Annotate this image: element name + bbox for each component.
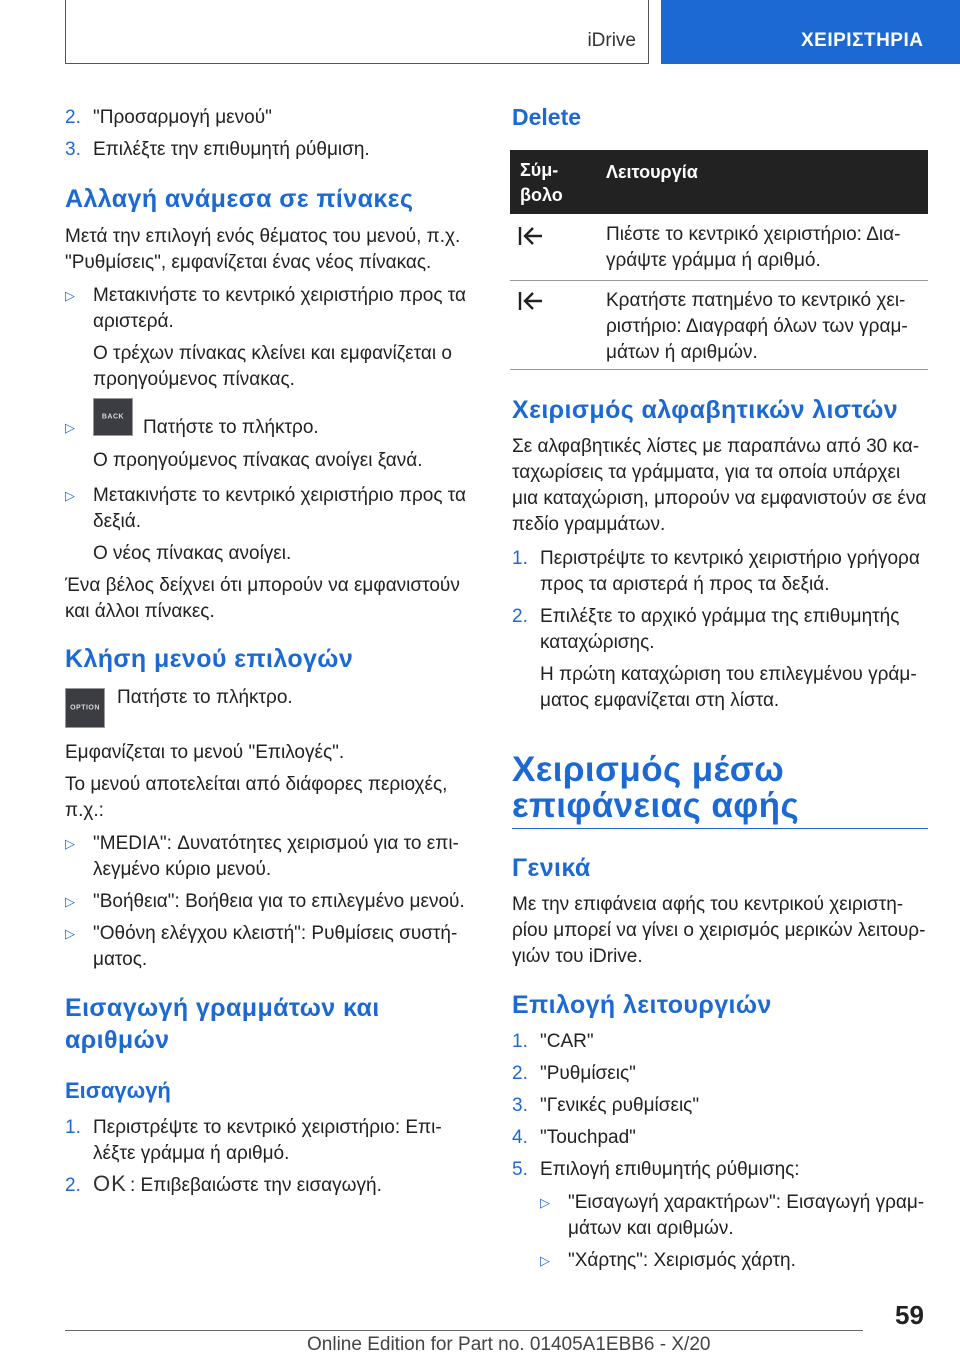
step-number: 4.	[512, 1127, 528, 1148]
bullet-icon: ▷	[65, 420, 75, 435]
general-heading: Γενικά	[512, 854, 591, 882]
back-button-icon	[93, 398, 133, 436]
input-heading-1: Εισαγωγή γραμμάτων και	[65, 994, 380, 1022]
touch-heading-1: Χειρισμός μέσω	[512, 750, 785, 789]
step-text: "Γενικές ρυθμίσεις"	[540, 1095, 700, 1116]
step-text: "Προσαρμογή μενού"	[93, 107, 272, 128]
step-text: καταχώρισης.	[540, 632, 655, 653]
alpha-intro: ταχωρίσεις τα γράμματα, για τα οποία υπάρχει	[512, 462, 901, 483]
bullet-text: "Βοήθεια": Βοήθεια για το επιλεγμένο μενού.	[93, 891, 465, 912]
touch-heading-2: επιφάνειας αφής	[512, 786, 800, 825]
switch-intro-2: "Ρυθμίσεις", εμφανίζεται ένας νέος πίνακας.	[65, 252, 432, 273]
bullet-text: λεγμένο κύριο μενού.	[93, 859, 272, 880]
bullet-note: Ο νέος πίνακας ανοίγει.	[93, 543, 292, 564]
bullet-text: ματος.	[93, 949, 148, 970]
bullet-text: μάτων και αριθμών.	[568, 1218, 734, 1239]
back-button-label: BACK	[101, 413, 125, 421]
step-number: 3.	[512, 1095, 528, 1116]
bullet-text: Πατήστε το πλήκτρο.	[143, 417, 319, 438]
bullet-text: δεξιά.	[93, 511, 142, 532]
bullet-text: Μετακινήστε το κεντρικό χειριστήριο προς τα	[93, 485, 466, 506]
step-number: 5.	[512, 1159, 528, 1180]
step-number: 1.	[512, 1031, 528, 1052]
step-text: λέξτε γράμμα ή αριθμό.	[93, 1143, 290, 1164]
bullet-text: Μετακινήστε το κεντρικό χειριστήριο προς τα	[93, 285, 466, 306]
switch-intro-1: Μετά την επιλογή ενός θέματος του μενού, π.χ.	[65, 226, 461, 247]
general-text: γιών του iDrive.	[512, 946, 643, 967]
table-divider	[510, 369, 928, 370]
step-number: 2.	[512, 1063, 528, 1084]
step-text: Περιστρέψτε το κεντρικό χειριστήριο: Επι-	[93, 1117, 442, 1138]
input-subheading: Εισαγωγή	[65, 1078, 171, 1103]
options-press: Πατήστε το πλήκτρο.	[117, 687, 293, 708]
step-number: 3.	[65, 139, 81, 160]
backspace-icon	[518, 225, 544, 247]
step-text: "Touchpad"	[540, 1127, 636, 1148]
bullet-icon: ▷	[540, 1253, 550, 1268]
step-number: 2.	[512, 606, 528, 627]
general-text: ρίου μπορεί να γίνει ο χειρισμός μερικών λειτουρ-	[512, 920, 926, 941]
step-number: 2.	[65, 107, 81, 128]
step-text: "Ρυθμίσεις"	[540, 1063, 636, 1084]
switch-heading: Αλλαγή ανάμεσα σε πίνακες	[65, 185, 414, 213]
table-row-text: μάτων ή αριθμών.	[606, 342, 758, 363]
table-row-text: Κρατήστε πατημένο το κεντρικό χει-	[606, 290, 906, 311]
options-consists-2: π.χ.:	[65, 800, 104, 821]
bullet-icon: ▷	[540, 1195, 550, 1210]
table-row-text: ριστήριο: Διαγραφή όλων των γραμ-	[606, 316, 908, 337]
options-consists-1: Το μενού αποτελείται από διάφορες περιοχές,	[65, 774, 448, 795]
step-number: 1.	[65, 1117, 81, 1138]
general-text: Με την επιφάνεια αφής του κεντρικού χειριστη-	[512, 894, 904, 915]
step-number: 1.	[512, 548, 528, 569]
backspace-icon	[518, 290, 544, 312]
heading-underline	[512, 828, 928, 829]
header-tab	[661, 0, 960, 64]
footer-edition: Online Edition for Part no. 01405A1EBB6 - X/20	[307, 1334, 711, 1355]
bullet-note: Ο τρέχων πίνακας κλείνει και εμφανίζεται ο	[93, 343, 452, 364]
option-button-icon	[65, 688, 105, 728]
page-number: 59	[895, 1300, 924, 1330]
alpha-intro: Σε αλφαβητικές λίστες με παραπάνω από 30 κα-	[512, 436, 920, 457]
bullet-icon: ▷	[65, 926, 75, 941]
bullet-icon: ▷	[65, 488, 75, 503]
bullet-text: "Οθόνη ελέγχου κλειστή": Ρυθμίσεις συστή-	[93, 923, 458, 944]
bullet-note: Ο προηγούμενος πίνακας ανοίγει ξανά.	[93, 450, 423, 471]
bullet-note: προηγούμενος πίνακας.	[93, 369, 295, 390]
step-text: Περιστρέψτε το κεντρικό χειριστήριο γρήγορα	[540, 548, 920, 569]
step-note: Η πρώτη καταχώριση του επιλεγμένου γράμ-	[540, 664, 917, 685]
step-text: : Επιβεβαιώστε την εισαγωγή.	[130, 1175, 382, 1196]
alpha-intro: μια καταχώριση, μπορούν να εμφανιστούν σε ένα	[512, 488, 927, 509]
bullet-icon: ▷	[65, 288, 75, 303]
step-text: προς τα αριστερά ή προς τα δεξιά.	[540, 574, 830, 595]
step-number: 2.	[65, 1175, 81, 1196]
header-section: iDrive	[587, 30, 636, 51]
table-divider	[510, 280, 928, 281]
bullet-icon: ▷	[65, 894, 75, 909]
bullet-text: αριστερά.	[93, 311, 174, 332]
step-text: Επιλέξτε την επιθυμητή ρύθμιση.	[93, 139, 370, 160]
options-shown: Εμφανίζεται το μενού "Επιλογές".	[65, 742, 345, 763]
table-header-symbol-1: Σύμ-	[520, 160, 559, 180]
switch-outro-1: Ένα βέλος δείχνει ότι μπορούν να εμφανιστούν	[65, 575, 460, 596]
bullet-text: "Χάρτης": Χειρισμός χάρτη.	[568, 1250, 796, 1271]
bullet-icon: ▷	[65, 836, 75, 851]
table-header-symbol-2: βολο	[520, 185, 563, 205]
bullet-text: "Εισαγωγή χαρακτήρων": Εισαγωγή γραμ-	[568, 1192, 925, 1213]
header-tab-label: ΧΕΙΡΙΣΤΗΡΙΑ	[801, 30, 924, 51]
table-header	[510, 150, 928, 214]
input-heading-2: αριθμών	[65, 1026, 170, 1054]
alpha-intro: πεδίο γραμμάτων.	[512, 514, 666, 535]
table-header-function: Λειτουργία	[606, 162, 698, 182]
footer-rule	[65, 1330, 863, 1331]
step-note: ματος εμφανίζεται στη λίστα.	[540, 690, 780, 711]
step-text: Επιλογή επιθυμητής ρύθμισης:	[540, 1159, 800, 1180]
bullet-text: "MEDIA": Δυνατότητες χειρισμού για το επι-	[93, 833, 459, 854]
step-text: Επιλέξτε το αρχικό γράμμα της επιθυμητής	[540, 606, 900, 627]
delete-heading: Delete	[512, 104, 582, 130]
options-heading: Κλήση μενού επιλογών	[65, 645, 354, 673]
alpha-heading: Χειρισμός αλφαβητικών λιστών	[512, 396, 899, 424]
ok-icon: OK	[93, 1171, 127, 1196]
table-row-text: Πιέστε το κεντρικό χειριστήριο: Δια-	[606, 224, 901, 245]
option-button-label: OPTION	[70, 704, 100, 712]
switch-outro-2: και άλλοι πίνακες.	[65, 601, 215, 622]
step-text: "CAR"	[540, 1031, 594, 1052]
table-row-text: γράψτε γράμμα ή αριθμό.	[606, 250, 821, 271]
select-heading: Επιλογή λειτουργιών	[512, 991, 772, 1019]
